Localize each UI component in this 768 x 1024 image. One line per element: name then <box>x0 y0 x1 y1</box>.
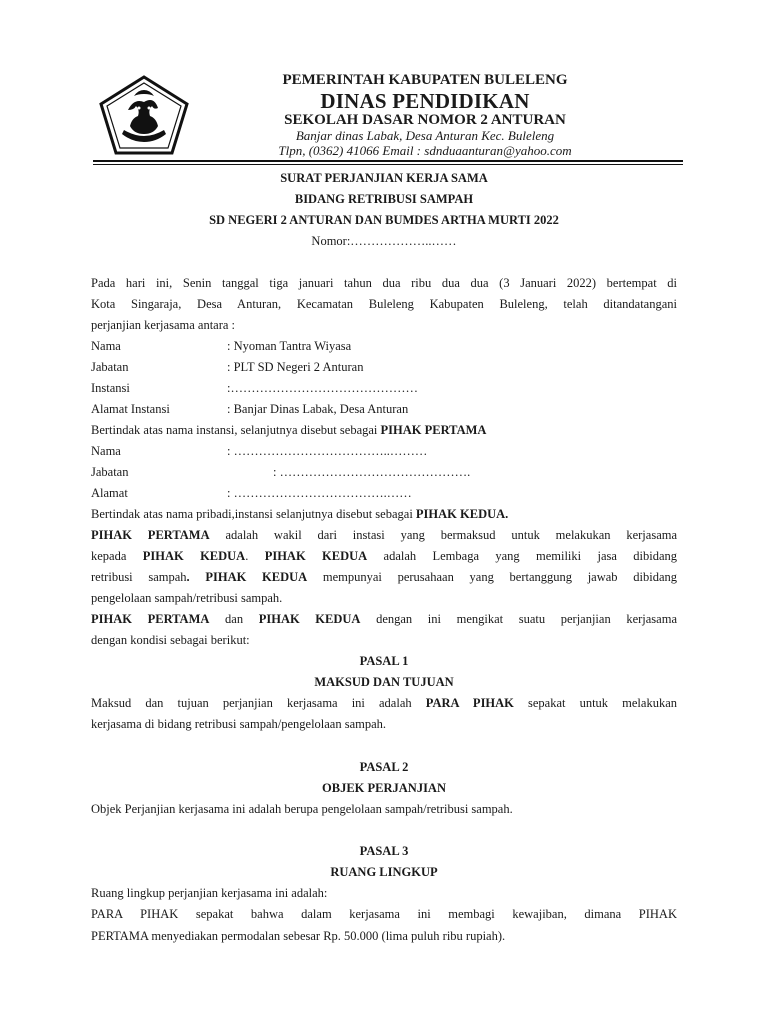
party1-institution-value: :……………………………………… <box>227 381 418 395</box>
pasal2-heading: PASAL 2 <box>359 760 409 774</box>
para2-line-1 <box>91 612 677 627</box>
para1-line-4: pengelolaan sampah/retribusi sampah. <box>91 591 283 605</box>
party1-address-value: : Banjar Dinas Labak, Desa Anturan <box>227 402 409 416</box>
party2-position-value: : ………………………………………. <box>273 465 471 479</box>
party1-statement <box>91 423 677 438</box>
party2-statement <box>91 507 677 522</box>
party2-name-label: Nama <box>91 444 121 458</box>
para2-line-2: dengan kondisi sebagai berikut: <box>91 633 250 647</box>
doc-title-2: BIDANG RETRIBUSI SAMPAH <box>294 192 474 206</box>
party1-name-value: : Nyoman Tantra Wiyasa <box>227 339 352 353</box>
intro-line-2: Kota Singaraja, Desa Anturan, Kecamatan Buleleng Kabupaten Buleleng, telah ditandatangani <box>91 297 677 311</box>
party2-address-label: Alamat <box>91 486 128 500</box>
pasal1-bold: PARA PIHAK <box>425 696 514 710</box>
pasal3-title: RUANG LINGKUP <box>330 865 438 879</box>
party1-role: PIHAK PERTAMA <box>380 423 487 437</box>
party2-position-label: Jabatan <box>91 465 129 479</box>
para1-text-b5: adalah Lembaga yang memiliki jasa dibidang <box>367 549 677 563</box>
letterhead-department: DINAS PENDIDIKAN <box>320 89 530 113</box>
letterhead-divider-thin <box>93 164 683 165</box>
para1-bold-b4: PIHAK KEDUA <box>264 549 368 563</box>
party1-address-label: Alamat Instansi <box>91 402 170 416</box>
pasal1-title: MAKSUD DAN TUJUAN <box>314 675 454 689</box>
letterhead-divider-thick <box>93 160 683 162</box>
para1-bold-a: PIHAK PERTAMA <box>91 528 210 542</box>
party1-position-label: Jabatan <box>91 360 129 374</box>
pasal3-line-2: PARA PIHAK sepakat bahwa dalam kerjasama ini membagi kewajiban, dimana PIHAK <box>91 907 677 921</box>
pasal1-line-2: kerjasama di bidang retribusi sampah/pengelolaan sampah. <box>91 717 387 731</box>
doc-title-3: SD NEGERI 2 ANTURAN DAN BUMDES ARTHA MURTI 2022 <box>209 213 559 227</box>
para1-text-a: adalah wakil dari instasi yang bermaksud untuk melakukan kerjasama <box>209 528 678 542</box>
intro-line-3: perjanjian kerjasama antara : <box>91 318 236 332</box>
para1-bold-b2: PIHAK KEDUA <box>142 549 246 563</box>
pasal3-line-1: Ruang lingkup perjanjian kerjasama ini adalah: <box>91 886 328 900</box>
letterhead-address: Banjar dinas Labak, Desa Anturan Kec. Buleleng <box>295 128 555 143</box>
para1-text-b1: kepada <box>91 549 143 563</box>
buleleng-crest-logo <box>98 74 190 156</box>
letterhead-contact: Tlpn, (0362) 41066 Email : sdnduaanturan@yahoo.com <box>278 143 572 158</box>
party2-role: PIHAK KEDUA. <box>415 507 509 521</box>
letterhead-school: SEKOLAH DASAR NOMOR 2 ANTURAN <box>284 112 566 128</box>
pasal3-heading: PASAL 3 <box>359 844 409 858</box>
para2-bold-b: PIHAK KEDUA <box>258 612 361 626</box>
para1-line-1 <box>91 528 677 543</box>
doc-number: Nomor:………………..…… <box>311 234 457 248</box>
pasal1-text-a: Maksud dan tujuan perjanjian kerjasama ini adalah <box>91 696 426 710</box>
intro-line-1: Pada hari ini, Senin tanggal tiga januari tahun dua ribu dua dua (3 Januari 2022) bertempat di <box>91 276 677 290</box>
para1-text-b3: . <box>245 549 265 563</box>
party1-name-label: Nama <box>91 339 121 353</box>
para1-bold-c2: . PIHAK KEDUA <box>186 570 308 584</box>
party2-address-value: : ……………………………….…… <box>227 486 412 500</box>
party2-name-value: : ………………………………..……… <box>227 444 428 458</box>
party1-statement-text: Bertindak atas nama instansi, selanjutnya disebut sebagai <box>91 423 381 437</box>
para1-text-c3: mempunyai perusahaan yang bertanggung jawab dibidang <box>307 570 677 584</box>
para2-bold-a: PIHAK PERTAMA <box>91 612 210 626</box>
party1-position-value: : PLT SD Negeri 2 Anturan <box>227 360 364 374</box>
para2-text-rest: dengan ini mengikat suatu perjanjian kerjasama <box>360 612 677 626</box>
para1-line-2 <box>91 549 677 564</box>
doc-title-1: SURAT PERJANJIAN KERJA SAMA <box>280 171 488 185</box>
para1-text-c1: retribusi sampah <box>91 570 187 584</box>
party2-statement-text: Bertindak atas nama pribadi,instansi selanjutnya disebut sebagai <box>91 507 416 521</box>
party1-institution-label: Instansi <box>91 381 130 395</box>
para2-text-mid: dan <box>209 612 259 626</box>
pasal1-heading: PASAL 1 <box>359 654 409 668</box>
pasal2-line-1: Objek Perjanjian kerjasama ini adalah berupa pengelolaan sampah/retribusi sampah. <box>91 802 513 816</box>
letterhead-government: PEMERINTAH KABUPATEN BULELENG <box>282 72 568 88</box>
pasal1-line-1 <box>91 696 677 711</box>
pasal3-line-3: PERTAMA menyediakan permodalan sebesar Rp. 50.000 (lima puluh ribu rupiah). <box>91 929 506 943</box>
pasal1-text-c: sepakat untuk melakukan <box>513 696 677 710</box>
para1-line-3 <box>91 570 677 585</box>
pasal2-title: OBJEK PERJANJIAN <box>322 781 446 795</box>
